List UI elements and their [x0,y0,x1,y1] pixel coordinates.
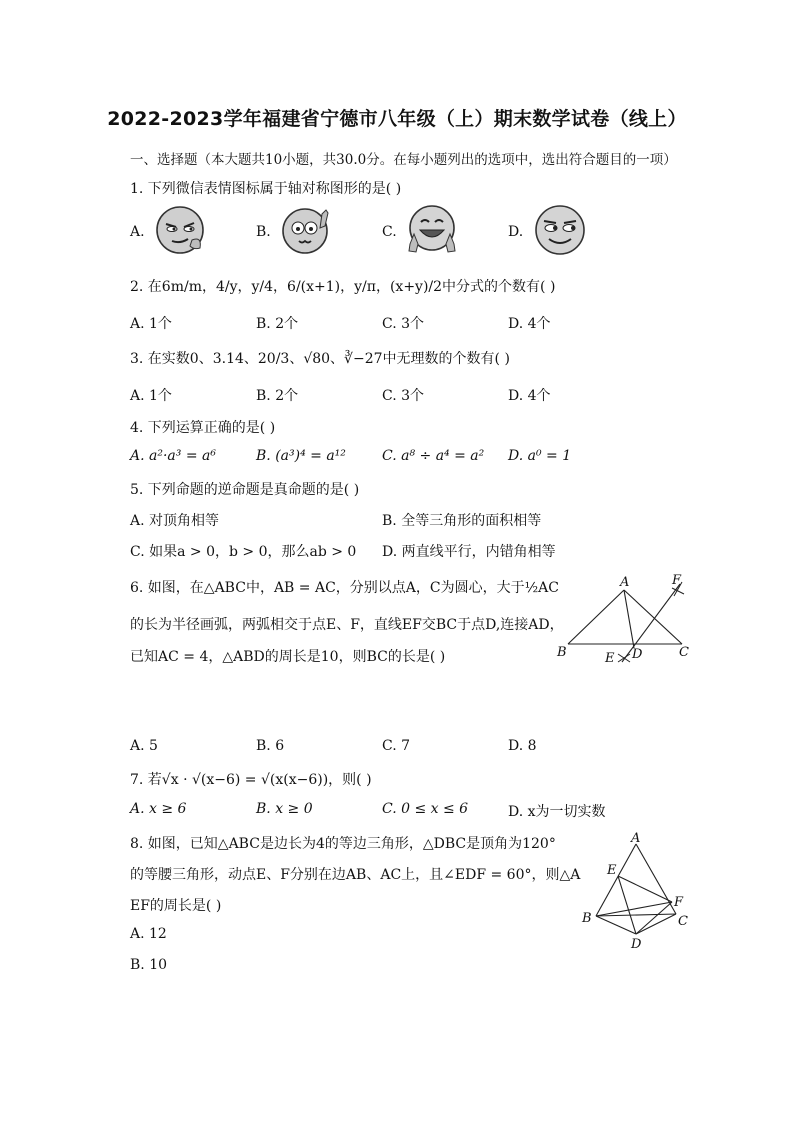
q3-option-a[interactable]: A. 1个 [130,388,172,404]
q6-option-b[interactable]: B. 6 [256,738,285,754]
sly-face-icon [534,204,586,256]
q8-label-d: D [631,937,642,952]
q3-option-b[interactable]: B. 2个 [256,388,299,404]
q6-figure [552,570,702,670]
q4-option-c[interactable]: C. a⁸ ÷ a⁴ = a² [382,448,485,464]
q1-option-a[interactable]: A. [130,224,145,240]
q1-option-d[interactable]: D. [508,224,524,240]
smirk-face-icon [154,204,206,256]
question-8-stem-line-3: EF的周长是( ) [130,898,222,914]
q8-label-c: C [678,914,688,929]
question-4-stem: 4. 下列运算正确的是( ) [130,420,276,436]
q8-label-b: B [582,911,592,926]
q4-option-b[interactable]: B. (a³)⁴ = a¹² [256,448,346,464]
q1-option-b[interactable]: B. [256,224,271,240]
q1-option-c[interactable]: C. [382,224,397,240]
q8-label-a: A [631,831,641,846]
q3-option-d[interactable]: D. 4个 [508,388,551,404]
q7-option-d[interactable]: D. x为一切实数 [508,804,606,820]
question-5-stem: 5. 下列命题的逆命题是真命题的是( ) [130,482,360,498]
q6-label-b: B [557,645,567,660]
peace-sign-face-icon [406,204,458,256]
q5-option-c[interactable]: C. 如果a > 0，b > 0，那么ab > 0 [130,544,357,560]
q2-option-c[interactable]: C. 3个 [382,316,425,332]
q3-option-c[interactable]: C. 3个 [382,388,425,404]
q6-label-c: C [679,645,689,660]
q8-figure [574,830,698,952]
q4-option-d[interactable]: D. a⁰ = 1 [508,448,572,464]
q6-label-f: F [672,573,682,588]
q7-option-c[interactable]: C. 0 ≤ x ≤ 6 [382,801,469,817]
q5-option-b[interactable]: B. 全等三角形的面积相等 [382,513,542,529]
question-1-stem: 1. 下列微信表情图标属于轴对称图形的是( ) [130,181,402,197]
q2-option-a[interactable]: A. 1个 [130,316,172,332]
q4-option-a[interactable]: A. a²·a³ = a⁶ [130,448,216,464]
question-6-stem-line-3: 已知AC = 4，△ABD的周长是10，则BC的长是( ) [130,649,446,665]
q6-option-c[interactable]: C. 7 [382,738,411,754]
q6-label-a: A [620,575,630,590]
q5-option-a[interactable]: A. 对顶角相等 [130,513,220,529]
q6-option-d[interactable]: D. 8 [508,738,537,754]
raised-hand-face-icon [280,204,332,256]
q5-option-d[interactable]: D. 两直线平行，内错角相等 [382,544,556,560]
q6-label-e: E [605,651,615,666]
question-6-stem-line-1: 6. 如图，在△ABC中，AB = AC，分别以点A，C为圆心，大于½AC [130,580,560,596]
q6-option-a[interactable]: A. 5 [130,738,158,754]
q6-label-d: D [632,647,643,662]
question-8-stem-line-1: 8. 如图，已知△ABC是边长为4的等边三角形，△DBC是顶角为120° [130,836,556,852]
q7-option-a[interactable]: A. x ≥ 6 [130,801,187,817]
q2-option-b[interactable]: B. 2个 [256,316,299,332]
q2-option-d[interactable]: D. 4个 [508,316,551,332]
q8-label-f: F [674,895,684,910]
q8-option-a[interactable]: A. 12 [130,926,167,942]
q8-label-e: E [607,863,617,878]
question-3-stem: 3. 在实数0、3.14、20/3、√80、∛−27中无理数的个数有( ) [130,351,510,367]
question-7-stem: 7. 若√x · √(x−6) = √(x(x−6))，则( ) [130,772,372,788]
section-heading: 一、选择题（本大题共10小题，共30.0分。在每小题列出的选项中，选出符合题目的一项） [130,152,677,168]
q7-option-b[interactable]: B. x ≥ 0 [256,801,313,817]
page-title: 2022-2023学年福建省宁德市八年级（上）期末数学试卷（线上） [107,108,687,130]
q8-option-b[interactable]: B. 10 [130,957,168,973]
question-6-stem-line-2: 的长为半径画弧，两弧相交于点E、F，直线EF交BC于点D,连接AD， [130,617,564,633]
question-2-stem: 2. 在6m/m，4/y，y/4，6/(x+1)，y/π，(x+y)/2中分式的个数有( ) [130,279,556,295]
question-8-stem-line-2: 的等腰三角形，动点E、F分别在边AB、AC上，且∠EDF = 60°，则△A [130,867,581,883]
